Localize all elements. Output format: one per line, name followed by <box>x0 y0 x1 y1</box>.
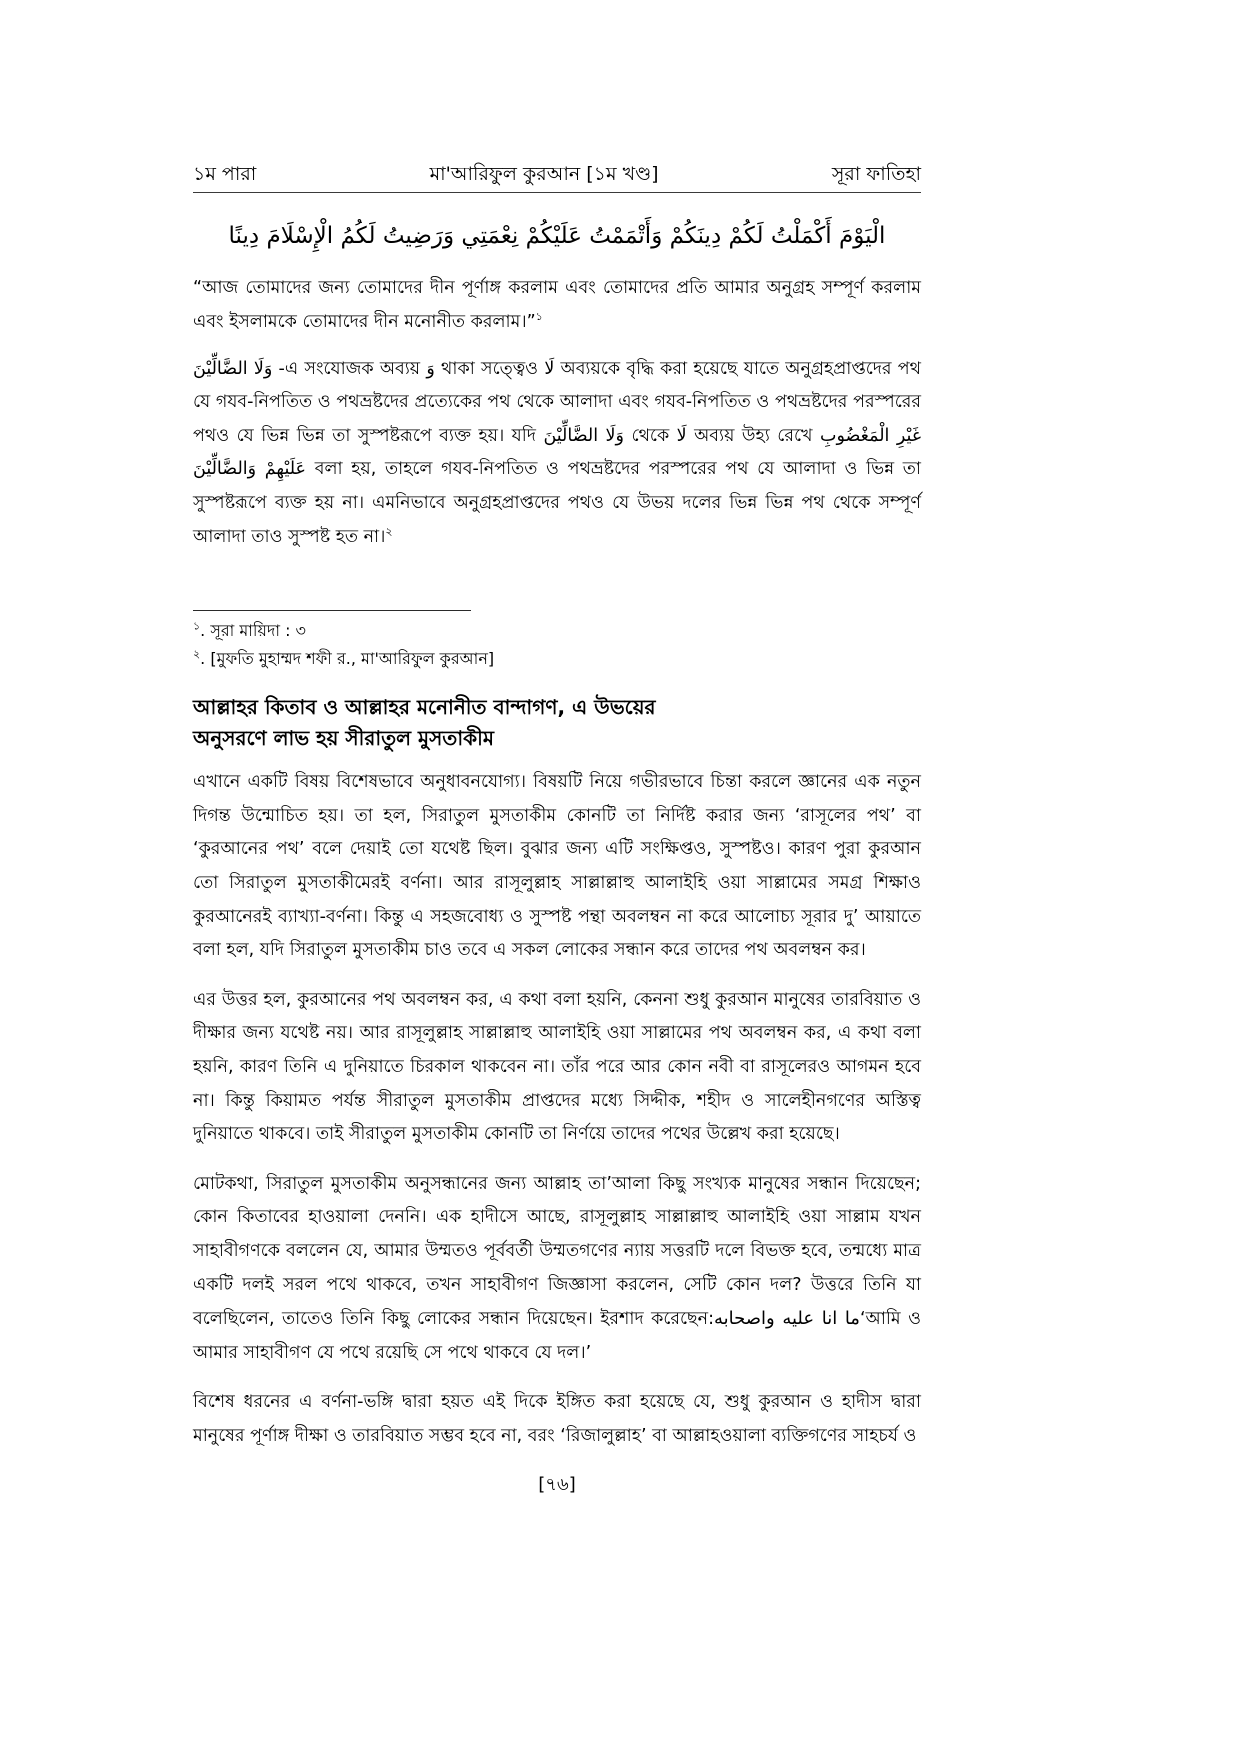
ayah-translation-text: “আজ তোমাদের জন্য তোমাদের দীন পূর্ণাঙ্গ করলাম এবং তোমাদের প্রতি আমার অনুগ্রহ সম্পূর্ণ করলাম এবং ইসলামকে তোমাদের দীন মনোনীত করলাম।” <box>193 278 921 333</box>
footnote-text-2: . [মুফতি মুহাম্মদ শফী র., মা'আরিফুল কুরআন] <box>200 648 495 668</box>
running-header <box>193 163 921 192</box>
footnote-text-1: . সূরা মায়িদা : ৩ <box>200 621 306 641</box>
footnote-number-2: ২ <box>193 647 201 661</box>
footnote-ref-2[interactable]: ২ <box>385 524 393 538</box>
explanation-text: وَلَا الضَّالِّيْنَ -এ সংযোজক অব্যয় وَ থাকা সত্ত্বেও لَا অব্যয়কে বৃদ্ধি করা হয়েছে যাতে অনুগ্রহপ্রাপ্তদের পথ যে গযব-নিপতিত ও পথভ্রষ্টদের প্রত্যেকের পথ থেকে আলাদা এবং গযব-নিপতিত ও পথভ্রষ্টদের পরস্পরের পথও যে ভিন্ন ভিন্ন তা সুস্পষ্টরূপে ব্যক্ত হয়। যদি وَلَا الضَّالِّيْنَ থেকে لَا অব্যয় উহ্য রেখে غَيْرِ الْمَغْضُوبِ عَلَيْهِمْ وَالضَّالِّيْنَ বলা হয়, তাহলে গযব-নিপতিত ও পথভ্রষ্টদের পরস্পরের পথ যে আলাদা ও ভিন্ন তা সুস্পষ্টরূপে ব্যক্ত হয় না। এমনিভাবে অনুগ্রহপ্রাপ্তদের পথও যে উভয় দলের ভিন্ন ভিন্ন পথ থেকে সম্পূর্ণ আলাদা তাও সুস্পষ্ট হত না। <box>193 358 922 547</box>
body-paragraph-3-post: ‘আমি ও আমার সাহাবীগণ যে পথে রয়েছি সে পথে থাকবে যে দল।’ <box>193 1309 921 1363</box>
quran-ayah: الْيَوْمَ أَكْمَلْتُ لَكُمْ دِينَكُمْ وَأَتْمَمْتُ عَلَيْكُمْ نِعْمَتِي وَرَضِيتُ لَكُمُ الْإِسْلَامَ دِينًا <box>228 222 886 249</box>
section-heading <box>193 692 921 754</box>
header-divider <box>193 192 921 193</box>
body-paragraph-1: এখানে একটি বিষয় বিশেষভাবে অনুধাবনযোগ্য। বিষয়টি নিয়ে গভীরভাবে চিন্তা করলে জ্ঞানের এক নতুন দিগন্ত উন্মোচিত হয়। তা হল, সিরাতুল মুসতাকীম কোনটি তা নির্দিষ্ট করার জন্য ‘রাসূলের পথ’ বা ‘কুরআনের পথ’ বলে দেয়াই তো যথেষ্ট ছিল। বুঝার জন্য এটি সংক্ষিপ্তও, সুস্পষ্টও। কারণ পুরা কুরআন তো সিরাতুল মুসতাকীমেরই বর্ণনা। আর রাসূলুল্লাহ সাল্লাল্লাহু আলাইহি ওয়া সাল্লামের সমগ্র শিক্ষাও কুরআনেরই ব্যাখ্যা-বর্ণনা। কিন্তু এ সহজবোধ্য ও সুস্পষ্ট পন্থা অবলম্বন না করে আলোচ্য সূরার দু’ আয়াতে বলা হল, যদি সিরাতুল মুসতাকীম চাও তবে এ সকল লোকের সন্ধান করে তাদের পথ অবলম্বন কর। <box>193 772 921 961</box>
footnote-divider <box>193 610 471 611</box>
body-paragraph-3 <box>193 1168 921 1371</box>
footnote-block <box>193 617 921 672</box>
footnote-number-1: ১ <box>193 619 201 633</box>
page-number: [৭৬] <box>538 1473 576 1495</box>
ayah-translation-paragraph <box>193 272 921 339</box>
hadith-arabic-inline: ما انا عليه واصحابه <box>713 1308 860 1330</box>
body-paragraph-4: বিশেষ ধরনের এ বর্ণনা-ভঙ্গি দ্বারা হয়ত এই দিকে ইঙ্গিত করা হয়েছে যে, শুধু কুরআন ও হাদীস দ্বারা মানুষের পূর্ণাঙ্গ দীক্ষা ও তারবিয়াত সম্ভব হবে না, বরং ‘রিজালুল্লাহ’ বা আল্লাহওয়ালা ব্যক্তিগণের সাহচর্য ও <box>193 1392 921 1446</box>
footnote-ref-1[interactable]: ১ <box>535 310 543 324</box>
header-book-title: মা'আরিফুল কুরআন [১ম খণ্ড] <box>429 163 659 185</box>
footnote-spacer <box>193 570 921 610</box>
footnote-item-1 <box>193 617 921 645</box>
body-paragraph-3-pre: মোটকথা, সিরাতুল মুসতাকীম অনুসন্ধানের জন্য আল্লাহ তা’আলা কিছু সংখ্যক মানুষের সন্ধান দিয়েছেন; কোন কিতাবের হাওয়ালা দেননি। এক হাদীসে আছে, রাসূলুল্লাহ সাল্লাল্লাহু আলাইহি ওয়া সাল্লাম যখন সাহাবীগণকে বললেন যে, আমার উম্মতও পূর্ববর্তী উম্মতগণের ন্যায় সত্তরটি দলে বিভক্ত হবে, তন্মধ্যে মাত্র একটি দলই সরল পথে থাকবে, তখন সাহাবীগণ জিজ্ঞাসা করলেন, সেটি কোন দল? উত্তরে তিনি যা বলেছিলেন, তাতেও তিনি কিছু লোকের সন্ধান দিয়েছেন। ইরশাদ করেছেন: <box>193 1173 921 1330</box>
header-para-label: ১ম পারা <box>193 163 257 185</box>
header-surah-label: সূরা ফাতিহা <box>831 163 921 185</box>
section-heading-line-1: আল্লাহর কিতাব ও আল্লাহর মনোনীত বান্দাগণ, এ উভয়ের <box>193 695 656 720</box>
footnote-item-2 <box>193 645 921 673</box>
page-content <box>193 163 921 1501</box>
section-heading-line-2: অনুসরণে লাভ হয় সীরাতুল মুসতাকীম <box>193 726 494 751</box>
body-paragraph-2: এর উত্তর হল, কুরআনের পথ অবলম্বন কর, এ কথা বলা হয়নি, কেননা শুধু কুরআন মানুষের তারবিয়াত ও দীক্ষার জন্য যথেষ্ট নয়। আর রাসূলুল্লাহ সাল্লাল্লাহু আলাইহি ওয়া সাল্লামের পথ অবলম্বন কর, এ কথা বলা হয়নি, কারণ তিনি এ দুনিয়াতে চিরকাল থাকবেন না। তাঁর পরে আর কোন নবী বা রাসূলেরও আগমন হবে না। কিন্তু কিয়ামত পর্যন্ত সীরাতুল মুসতাকীম প্রাপ্তদের মধ্যে সিদ্দীক, শহীদ ও সালেহীনগণের অস্তিত্ব দুনিয়াতে থাকবে। তাই সীরাতুল মুসতাকীম কোনটি তা নির্ণয়ে তাদের পথের উল্লেখ করা হয়েছে। <box>193 989 921 1145</box>
explanation-paragraph <box>193 353 921 555</box>
